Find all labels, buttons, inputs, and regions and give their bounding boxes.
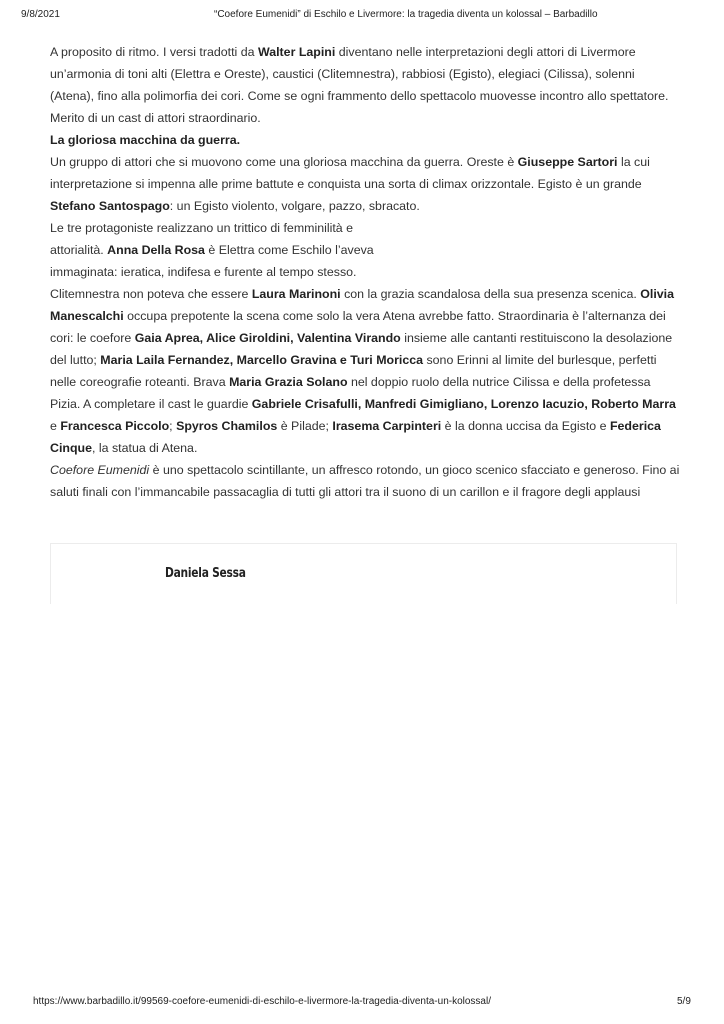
text: occupa prepotente la scena come solo la vera Atena avrebbe fatto. Straordinaria è l’alternanza dei cori: le coefore [50, 309, 666, 345]
bold-name: Anna Della Rosa [107, 243, 205, 257]
bold-name: Laura Marinoni [251, 287, 341, 301]
bold-name: Giuseppe Sartori [517, 155, 618, 169]
bold-name: Irasema Carpinteri [332, 419, 442, 433]
article-paragraph-1 [50, 41, 680, 129]
text: Un gruppo di attori che si muovono come una gloriosa macchina da guerra. Oreste è [50, 155, 518, 169]
bold-name: Gabriele Crisafulli, Manfredi Gimigliano, Lorenzo Iacuzio, Roberto Marra [251, 397, 676, 411]
italic-title: Coefore Eumenidi [50, 463, 150, 477]
text: è Elettra come Eschilo l’aveva [204, 243, 374, 257]
bold-name: Spyros Chamilos [176, 419, 278, 433]
text-line [50, 239, 680, 261]
text: immaginata: ieratica, indifesa e furente al tempo stesso. [50, 265, 357, 279]
text: e [50, 419, 61, 433]
text: : un Egisto violento, volgare, pazzo, sbracato. [169, 199, 420, 213]
text: A proposito di ritmo. I versi tradotti da [50, 45, 258, 59]
bold-name: Olivia Manescalchi [50, 287, 674, 323]
bold-name: Walter Lapini [257, 45, 336, 59]
text: nel doppio ruolo della nutrice Cilissa e della profetessa Pizia. A completare il cast le guardie [50, 375, 651, 411]
page-number: 5/9 [677, 996, 691, 1007]
bold-name: Francesca Piccolo [60, 419, 170, 433]
article-paragraph-2 [50, 151, 680, 217]
bold-name: Federica Cinque [50, 419, 661, 455]
article-body [50, 41, 680, 604]
bold-name: Maria Laila Fernandez, Marcello Gravina e Turi Moricca [100, 353, 424, 367]
author-box [50, 543, 677, 604]
article-paragraph-4 [50, 459, 680, 503]
text: Clitemnestra non poteva che essere [50, 287, 252, 301]
text: la cui interpretazione si impenna alle prime battute e conquista una sorta di climax orizzontale. Egisto è un grande [50, 155, 650, 191]
print-page-title: “Coefore Eumenidi” di Eschilo e Livermore: la tragedia diventa un kolossal – Barbadillo [214, 9, 598, 20]
text: è Pilade; [277, 419, 333, 433]
article-paragraph-3 [50, 217, 680, 459]
text: , la statua di Atena. [92, 441, 198, 455]
text: è la donna uccisa da Egisto e [441, 419, 610, 433]
text: sono Erinni al limite del burlesque, perfetti nelle coreografie roteanti. Brava [50, 353, 657, 389]
text: è uno spettacolo scintillante, un affresco rotondo, un gioco scenico sfacciato e generoso. Fino ai saluti finali con l’immancabile passacaglia di tutti gli attori tra il suono di un carillon e il fragore degli applausi [50, 463, 680, 499]
article-subheading: La gloriosa macchina da guerra. [50, 133, 241, 147]
text: attorialità. [50, 243, 108, 257]
bold-name: Maria Grazia Solano [229, 375, 348, 389]
text: insieme alle cantanti restituiscono la desolazione del lutto; [50, 331, 673, 367]
text: diventano nelle interpretazioni degli attori di Livermore un’armonia di toni alti (Elettra e Oreste), caustici (Clitemnestra), rabbiosi (Egisto), elegiaci (Cilissa), solenni (Atena), fino alla polimorfia dei cori. Come se ogni frammento dello spettacolo muovesse incontro allo spettatore. Merito di un cast di attori straordinario. [50, 45, 669, 125]
author-name[interactable]: Daniela Sessa [165, 566, 246, 581]
print-url: https://www.barbadillo.it/99569-coefore-eumenidi-di-eschilo-e-livermore-la-tragedia-diventa-un-kolossal/ [33, 996, 491, 1007]
text: ; [169, 419, 177, 433]
bold-name: Gaia Aprea, Alice Giroldini, Valentina Virando [134, 331, 401, 345]
bold-name: Stefano Santospago [50, 199, 170, 213]
text: Le tre protagoniste realizzano un trittico di femminilità e [50, 221, 354, 235]
text: con la grazia scandalosa della sua presenza scenica. [340, 287, 641, 301]
print-date: 9/8/2021 [21, 9, 60, 20]
